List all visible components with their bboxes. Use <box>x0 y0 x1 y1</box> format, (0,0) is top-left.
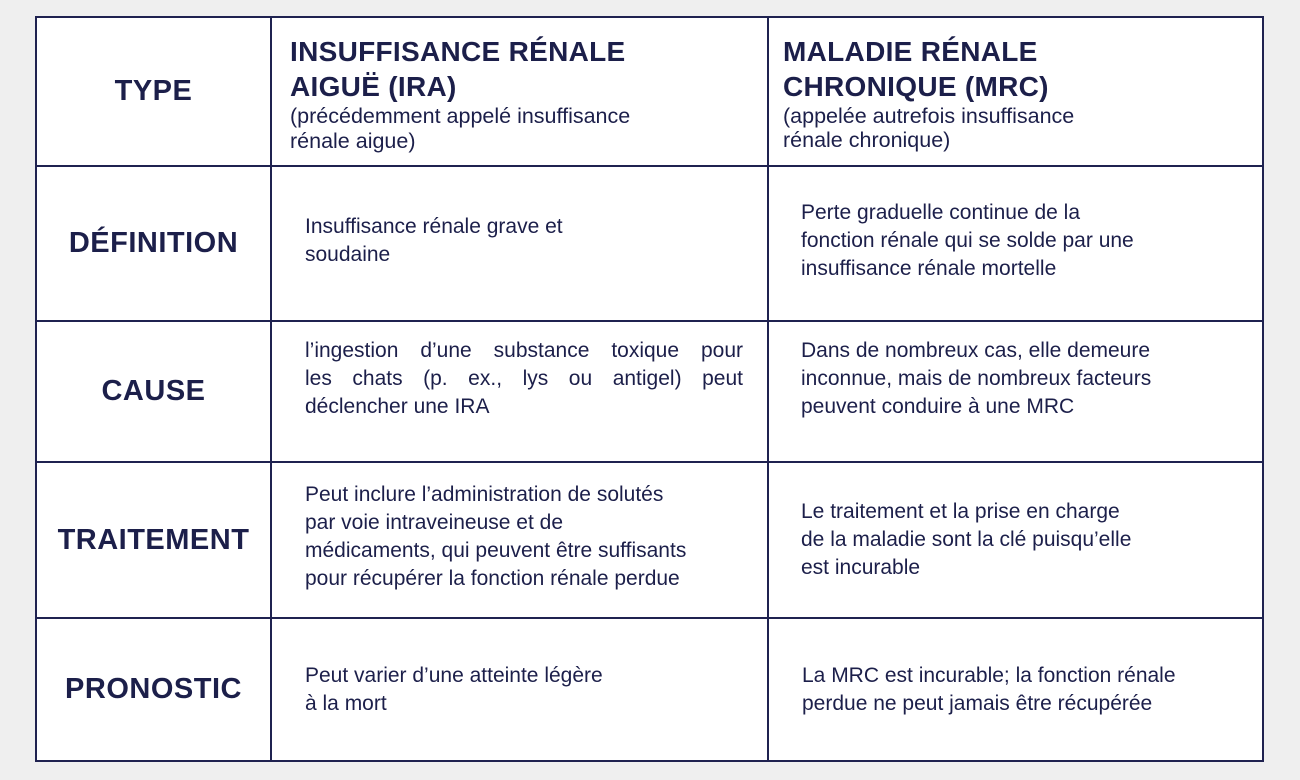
prognosis-mrc-cell <box>802 619 1257 760</box>
prognosis-label: PRONOSTIC <box>65 673 242 705</box>
row-label-treatment <box>37 463 270 617</box>
prognosis-mrc-line: perdue ne peut jamais être récupérée <box>802 691 1153 715</box>
definition-ira-line: Insuffisance rénale grave et <box>305 214 563 238</box>
type-label: TYPE <box>114 75 193 107</box>
cause-mrc-line: inconnue, mais de nombreux facteurs <box>801 366 1152 390</box>
treatment-mrc-line: de la maladie sont la clé puisqu’elle <box>801 528 1132 551</box>
row-label-cause <box>37 322 270 461</box>
ira-subtitle-line2: rénale aigue) <box>290 129 416 153</box>
column-divider-2 <box>767 18 769 760</box>
mrc-subtitle-line2: rénale chronique) <box>783 128 951 152</box>
ira-subtitle-line1: (précédemment appelé insuffisance <box>290 104 631 128</box>
definition-ira-line: soudaine <box>305 242 391 266</box>
header-ira-cell <box>290 18 760 165</box>
treatment-ira-line: médicaments, qui peuvent être suffisants <box>305 539 687 562</box>
treatment-ira-line: Peut inclure l’administration de solutés <box>305 483 664 506</box>
prognosis-ira-cell <box>305 619 755 760</box>
definition-mrc-line: Perte graduelle continue de la <box>801 200 1081 224</box>
treatment-mrc-line: Le traitement et la prise en charge <box>801 500 1120 523</box>
prognosis-ira-line: Peut varier d’une atteinte légère <box>305 663 603 687</box>
treatment-ira-line: par voie intraveineuse et de <box>305 511 563 534</box>
cause-mrc-line: Dans de nombreux cas, elle demeure <box>801 338 1151 362</box>
treatment-mrc-line: est incurable <box>801 556 921 579</box>
definition-mrc-line: fonction rénale qui se solde par une <box>801 228 1134 252</box>
cause-ira-line: déclencher une IRA <box>305 394 490 418</box>
treatment-ira-line: pour récupérer la fonction rénale perdue <box>305 567 680 590</box>
row-label-prognosis <box>37 619 270 760</box>
header-mrc-cell <box>783 18 1253 165</box>
definition-label: DÉFINITION <box>68 227 239 259</box>
mrc-title-line2: CHRONIQUE (MRC) <box>783 71 1049 102</box>
treatment-mrc-cell <box>801 463 1251 617</box>
cause-mrc-cell <box>801 322 1251 461</box>
cause-mrc-line: peuvent conduire à une MRC <box>801 394 1075 418</box>
cause-ira-cell <box>305 322 743 461</box>
header-type-cell <box>37 18 270 165</box>
ira-title-line1: INSUFFISANCE RÉNALE <box>290 36 626 67</box>
cause-label: CAUSE <box>101 375 206 407</box>
prognosis-ira-line: à la mort <box>305 691 387 715</box>
prognosis-mrc-line: La MRC est incurable; la fonction rénale <box>802 663 1176 687</box>
mrc-title-line1: MALADIE RÉNALE <box>783 36 1038 67</box>
cause-ira-line: les chats (p. ex., lys ou antigel) peut <box>305 366 743 390</box>
definition-mrc-line: insuffisance rénale mortelle <box>801 256 1057 280</box>
cause-ira-line: l’ingestion d’une substance toxique pour <box>305 338 743 362</box>
ira-title-line2: AIGUË (IRA) <box>290 71 457 102</box>
column-divider-1 <box>270 18 272 760</box>
mrc-subtitle-line1: (appelée autrefois insuffisance <box>783 104 1075 128</box>
definition-ira-cell <box>305 167 755 320</box>
row-label-definition <box>37 167 270 320</box>
treatment-label: TRAITEMENT <box>57 523 250 556</box>
comparison-table <box>35 16 1264 762</box>
treatment-ira-cell <box>305 463 760 617</box>
definition-mrc-cell <box>801 167 1251 320</box>
